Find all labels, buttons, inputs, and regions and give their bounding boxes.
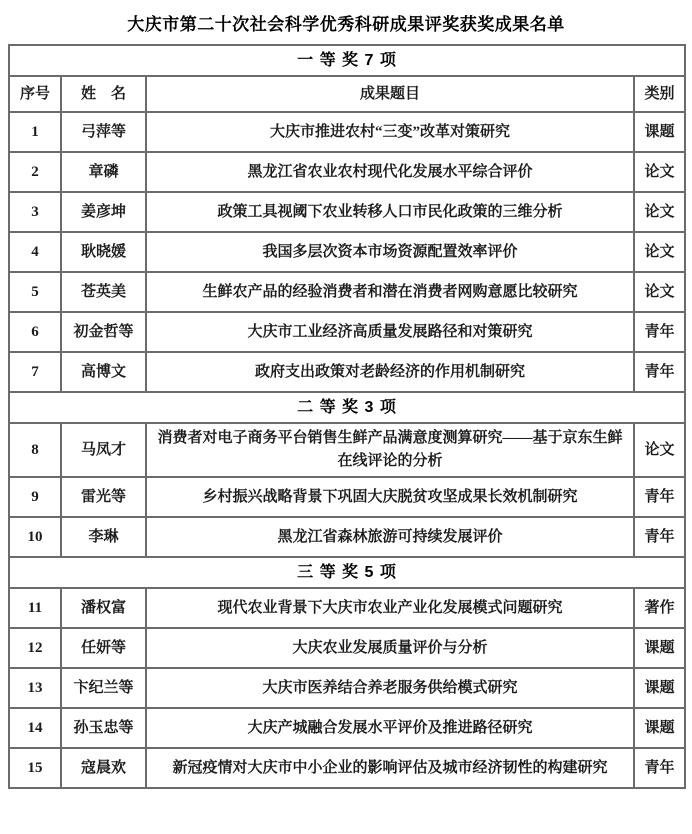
- table-row: [9, 232, 685, 272]
- category-cell: 论文: [634, 423, 685, 477]
- author-name-cell: 寇晨欢: [61, 748, 146, 788]
- table-row: [9, 312, 685, 352]
- section-header-row: [9, 392, 685, 423]
- author-name-cell: 任妍等: [61, 628, 146, 668]
- table-row: [9, 423, 685, 477]
- achievement-title-cell: 黑龙江省农业农村现代化发展水平综合评价: [146, 152, 634, 192]
- achievement-title-cell: 大庆市推进农村“三变”改革对策研究: [146, 112, 634, 152]
- column-header-row: [9, 76, 685, 112]
- achievement-title-cell: 黑龙江省森林旅游可持续发展评价: [146, 517, 634, 557]
- category-cell: 论文: [634, 192, 685, 232]
- row-number-cell: 3: [9, 192, 61, 232]
- category-cell: 青年: [634, 517, 685, 557]
- category-cell: 青年: [634, 312, 685, 352]
- column-header-category: 类别: [634, 76, 685, 112]
- awards-table: [8, 44, 686, 789]
- category-cell: 课题: [634, 668, 685, 708]
- row-number-cell: 4: [9, 232, 61, 272]
- table-row: [9, 272, 685, 312]
- achievement-title-cell: 大庆农业发展质量评价与分析: [146, 628, 634, 668]
- page-title: 大庆市第二十次社会科学优秀科研成果评奖获奖成果名单: [127, 15, 565, 34]
- author-name-cell: 高博文: [61, 352, 146, 392]
- row-number-cell: 7: [9, 352, 61, 392]
- row-number-cell: 10: [9, 517, 61, 557]
- author-name-cell: 孙玉忠等: [61, 708, 146, 748]
- category-cell: 青年: [634, 477, 685, 517]
- author-name-cell: 卞纪兰等: [61, 668, 146, 708]
- row-number-cell: 15: [9, 748, 61, 788]
- author-name-cell: 李琳: [61, 517, 146, 557]
- achievement-title-cell: 乡村振兴战略背景下巩固大庆脱贫攻坚成果长效机制研究: [146, 477, 634, 517]
- section-header-label: 三 等 奖 5 项: [9, 557, 685, 588]
- achievement-title-cell: 消费者对电子商务平台销售生鲜产品满意度测算研究——基于京东生鲜在线评论的分析: [146, 423, 634, 477]
- table-row: [9, 668, 685, 708]
- table-row: [9, 628, 685, 668]
- table-row: [9, 112, 685, 152]
- author-name-cell: 初金哲等: [61, 312, 146, 352]
- row-number-cell: 1: [9, 112, 61, 152]
- row-number-cell: 12: [9, 628, 61, 668]
- row-number-cell: 14: [9, 708, 61, 748]
- table-row: [9, 152, 685, 192]
- category-cell: 课题: [634, 628, 685, 668]
- row-number-cell: 6: [9, 312, 61, 352]
- author-name-cell: 马凤才: [61, 423, 146, 477]
- author-name-cell: 潘权富: [61, 588, 146, 628]
- category-cell: 青年: [634, 352, 685, 392]
- table-row: [9, 477, 685, 517]
- category-cell: 课题: [634, 708, 685, 748]
- table-row: [9, 708, 685, 748]
- column-header-name: 姓 名: [61, 76, 146, 112]
- row-number-cell: 8: [9, 423, 61, 477]
- table-row: [9, 517, 685, 557]
- achievement-title-cell: 政策工具视阈下农业转移人口市民化政策的三维分析: [146, 192, 634, 232]
- category-cell: 青年: [634, 748, 685, 788]
- section-header-row: [9, 557, 685, 588]
- author-name-cell: 姜彦坤: [61, 192, 146, 232]
- section-header-label: 一 等 奖 7 项: [9, 45, 685, 76]
- row-number-cell: 13: [9, 668, 61, 708]
- table-row: [9, 192, 685, 232]
- author-name-cell: 苍英美: [61, 272, 146, 312]
- author-name-cell: 雷光等: [61, 477, 146, 517]
- row-number-cell: 11: [9, 588, 61, 628]
- category-cell: 论文: [634, 272, 685, 312]
- row-number-cell: 5: [9, 272, 61, 312]
- achievement-title-cell: 大庆市医养结合养老服务供给模式研究: [146, 668, 634, 708]
- row-number-cell: 9: [9, 477, 61, 517]
- category-cell: 课题: [634, 112, 685, 152]
- table-row: [9, 352, 685, 392]
- achievement-title-cell: 大庆市工业经济高质量发展路径和对策研究: [146, 312, 634, 352]
- achievement-title-cell: 现代农业背景下大庆市农业产业化发展模式问题研究: [146, 588, 634, 628]
- column-header-title: 成果题目: [146, 76, 634, 112]
- awards-table-body: [9, 45, 685, 788]
- author-name-cell: 弓萍等: [61, 112, 146, 152]
- achievement-title-cell: 生鲜农产品的经验消费者和潜在消费者网购意愿比较研究: [146, 272, 634, 312]
- category-cell: 著作: [634, 588, 685, 628]
- column-header-no: 序号: [9, 76, 61, 112]
- author-name-cell: 耿晓媛: [61, 232, 146, 272]
- author-name-cell: 章磷: [61, 152, 146, 192]
- table-row: [9, 588, 685, 628]
- row-number-cell: 2: [9, 152, 61, 192]
- achievement-title-cell: 大庆产城融合发展水平评价及推进路径研究: [146, 708, 634, 748]
- achievement-title-cell: 我国多层次资本市场资源配置效率评价: [146, 232, 634, 272]
- table-row: [9, 748, 685, 788]
- category-cell: 论文: [634, 232, 685, 272]
- achievement-title-cell: 新冠疫情对大庆市中小企业的影响评估及城市经济韧性的构建研究: [146, 748, 634, 788]
- achievement-title-cell: 政府支出政策对老龄经济的作用机制研究: [146, 352, 634, 392]
- section-header-label: 二 等 奖 3 项: [9, 392, 685, 423]
- section-header-row: [9, 45, 685, 76]
- category-cell: 论文: [634, 152, 685, 192]
